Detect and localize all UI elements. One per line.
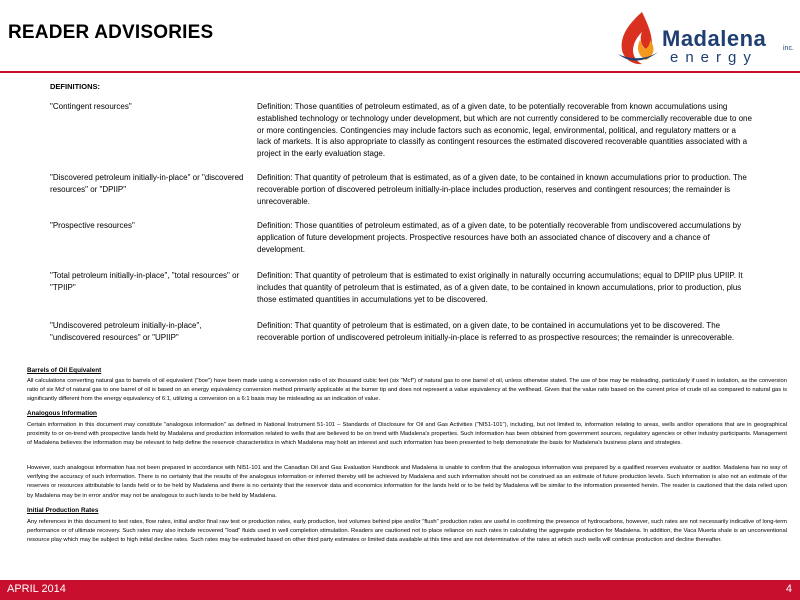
footer-bar bbox=[0, 580, 800, 600]
definition-term: "Undiscovered petroleum initially-in-place", "undiscovered resources" or "UPIIP" bbox=[50, 321, 202, 342]
definition-term: "Contingent resources" bbox=[50, 102, 132, 111]
definition-text: Definition: Those quantities of petroleum estimated, as of a given date, to be potentially recoverable from undiscovered accumulations by application of future development projects. Prospective resources have both an associated chance of discovery and a chance of development. bbox=[257, 221, 742, 254]
logo-name: Madalena bbox=[662, 26, 767, 51]
footer-date: APRIL 2014 bbox=[7, 583, 66, 595]
definition-term: "Prospective resources" bbox=[50, 221, 135, 230]
definitions-heading: DEFINITIONS: bbox=[50, 82, 100, 91]
header bbox=[0, 0, 800, 72]
definition-term: "Discovered petroleum initially-in-place" or "discovered resources" or "DPIIP" bbox=[50, 173, 244, 194]
definition-term: "Total petroleum initially-in-place", "total resources" or "TPIIP" bbox=[50, 271, 240, 292]
page-number: 4 bbox=[785, 583, 792, 595]
section-text-production: Any references in this document to test rates, flow rates, initial and/or final raw test or production rates, early production, test volumes behind pipe and/or "flush" production rates are useful in confirming the presence of hydrocarbons, however, such rates are not necessarily indicative of long-term performance or of ultimate recovery. Such rates may also include recovered "load" fluids used in well completion stimulation. Readers are cautioned not to place reliance on such rates in calculating the aggregate production for Madalena. In addition, the Vaca Muerta shale is an unconventional resource play which may be subject to high initial decline rates. Such rates may be estimated based on other third party estimates or limited data available at this time and are not determinative of the rates at which such wells will continue production and decline thereafter. bbox=[27, 519, 787, 544]
definition-text: Definition: That quantity of petroleum that is estimated to exist originally in naturally occurring accumulations; equal to DPIIP plus UPIIP. It includes that quantity of petroleum that is estimated, as of a given date, to be contained in known accumulations, prior to production, plus those estimated quantities in accumulations yet to be discovered. bbox=[257, 271, 743, 304]
definition-text: Definition: That quantity of petroleum that is estimated, on a given date, to be contained in accumulations yet to be discovered. The recoverable portion of undiscovered petroleum initially-in-place is referred to as prospective resources; the remainder is unrecoverable. bbox=[257, 321, 735, 342]
definition-text: Definition: Those quantities of petroleum estimated, as of a given date, to be potentially recoverable from known accumulations using established technology or technology under development, but which are not currently considered to be commercially recoverable due to one or more contingencies. Contingencies may include factors such as economic, legal, environmental, political, and regulatory matters or a lack of markets. It is also appropriate to classify as contingent resources the estimated discovered recoverable quantities associated with a project in the early evaluation stage. bbox=[257, 102, 752, 159]
header-rule bbox=[0, 71, 800, 73]
section-title-analogous: Analogous Information bbox=[27, 410, 97, 417]
definition-text: Definition: That quantity of petroleum that is estimated, as of a given date, to be contained in known accumulations prior to production. The recoverable portion of discovered petroleum initially-in-place includes production, reserves and contingent resources; the remainder is unrecoverable. bbox=[257, 173, 747, 206]
logo-inc: inc. bbox=[783, 45, 794, 52]
section-title-boe: Barrels of Oil Equivalent bbox=[27, 367, 102, 374]
section-text-boe: All calculations converting natural gas to barrels of oil equivalent ("boe") have been made using a conversion ratio of six thousand cubic feet (six "Mcf") of natural gas to one barrel of oil, unless otherwise stated. The use of boe may be misleading, particularly if used in isolation, as the conversion ratio of six Mcf of natural gas to one barrel of oil is based on an energy equivalency conversion method primarily applicable at the burner tip and does not represent a value equivalency at the wellhead. Given that the value ratio based on the current price of crude oil as compared to natural gas is significantly different from the energy equivalency of 6:1, utilizing a conversion on a 6:1 basis may be misleading as an indication of value. bbox=[27, 378, 787, 403]
section-text-analogous-2: However, such analogous information has not been prepared in accordance with NI51-101 and the Canadian Oil and Gas Evaluation Handbook and Madalena is unable to confirm that the analogous information was prepared by a qualified reserves evaluator or auditor. Madalena has no way of verifying the accuracy of such information. There is no certainty that the results of the analogous information or inferred thereby will be achieved by Madalena and such information should not be construed as an estimate of future production levels. Such information is also not an estimate of the reserves or resources attributable to lands held or to be held by Madalena and there is no certainty that the reservoir data and economics information for the lands held or to be held by Madalena will be similar to the information presented herein. The reader is cautioned that the data relied upon by Madalena may be in error and/or may not be analogous to such lands to be held by Madalena. bbox=[27, 465, 787, 499]
company-logo bbox=[612, 4, 798, 70]
logo-energy: energy bbox=[670, 49, 758, 66]
page-title: READER ADVISORIES bbox=[8, 22, 214, 43]
section-title-production: Initial Production Rates bbox=[27, 507, 99, 514]
section-text-analogous-1: Certain information in this document may constitute "analogous information" as defined in National Instrument 51-101 – Standards of Disclosure for Oil and Gas Activities ("NI51-101"), including, but not limited to, information relating to areas, wells and/or operations that are in geographical proximity to or on-trend with prospective lands held by Madalena and production information related to wells that are believed to be on trend with Madalena's properties. Such information has been obtained from government sources, regulatory agencies or other industry participants. Management of Madalena believes the information may be relevant to help define the reservoir characteristics in which Madalena may hold an interest and such information has been presented to help demonstrate the basis for Madalena's business plans and strategies. bbox=[27, 422, 787, 447]
flame-icon bbox=[616, 10, 660, 66]
